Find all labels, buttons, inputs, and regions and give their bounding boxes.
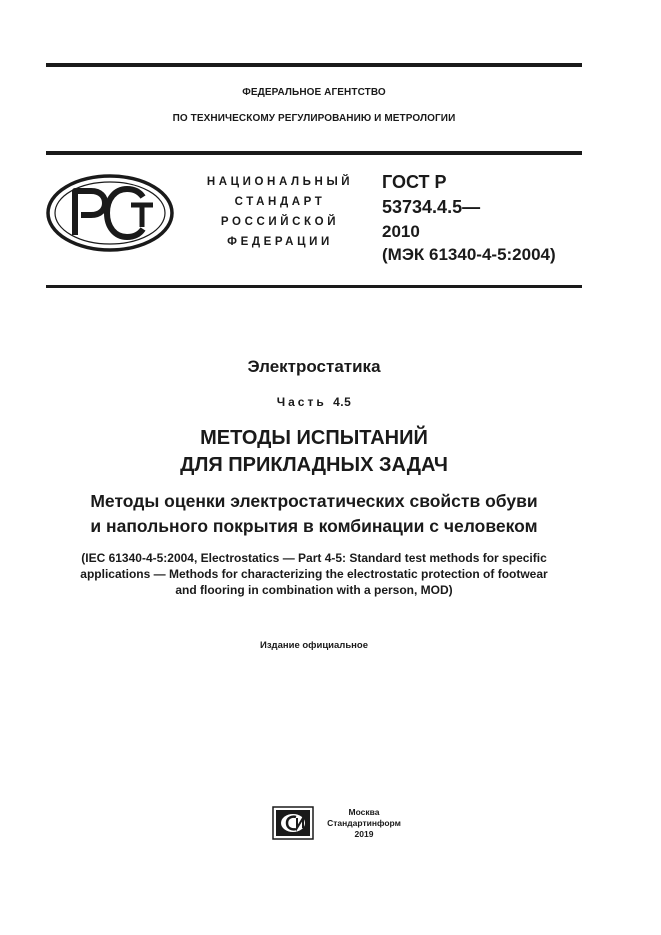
national-standard-line-2: СТАНДАРТ — [234, 196, 326, 208]
bottom-rule — [46, 285, 582, 288]
part-number: 4.5 — [333, 395, 352, 409]
national-standard-line-4: ФЕДЕРАЦИИ — [227, 236, 333, 248]
designation-line-3: 2010 — [382, 222, 420, 241]
subtitle-line-2: и напольного покрытия в комбинации с человеком — [90, 516, 538, 536]
edition-label: Издание официальное — [260, 640, 368, 651]
publisher-name: Стандартинформ — [327, 818, 401, 828]
title-line-1: МЕТОДЫ ИСПЫТАНИЙ — [200, 427, 428, 449]
standartinform-logo-icon — [272, 806, 314, 840]
iec-reference-line-2: applications — Methods for characterizing the electrostatic protection of footwear — [80, 567, 548, 581]
designation-line-1: ГОСТ Р — [382, 172, 447, 192]
agency-name-line-2: ПО ТЕХНИЧЕСКОМУ РЕГУЛИРОВАНИЮ И МЕТРОЛОГИИ — [172, 113, 456, 124]
title-line-2: ДЛЯ ПРИКЛАДНЫХ ЗАДАЧ — [180, 454, 448, 476]
publication-year: 2019 — [354, 829, 374, 839]
subject-heading: Электростатика — [247, 357, 381, 376]
iec-reference-line-3: and flooring in combination with a person, MOD) — [175, 583, 453, 597]
part-label — [46, 395, 582, 409]
part-word: Часть — [276, 395, 327, 409]
agency-name-line-1: ФЕДЕРАЛЬНОЕ АГЕНТСТВО — [242, 87, 386, 98]
iec-reference-line-1: (IEC 61340-4-5:2004, Electrostatics — Part 4-5: Standard test methods for specific — [81, 551, 547, 565]
national-standard-line-3: РОССИЙСКОЙ — [220, 216, 340, 228]
designation-line-4: (МЭК 61340-4-5:2004) — [382, 245, 556, 264]
middle-rule — [46, 151, 582, 155]
subtitle-line-1: Методы оценки электростатических свойств обуви — [90, 491, 538, 511]
national-standard-line-1: НАЦИОНАЛЬНЫЙ — [206, 176, 354, 188]
rst-certification-emblem-icon — [45, 173, 175, 253]
top-rule — [46, 63, 582, 67]
publisher-city: Москва — [348, 807, 380, 817]
designation-line-2: 53734.4.5— — [382, 197, 481, 217]
